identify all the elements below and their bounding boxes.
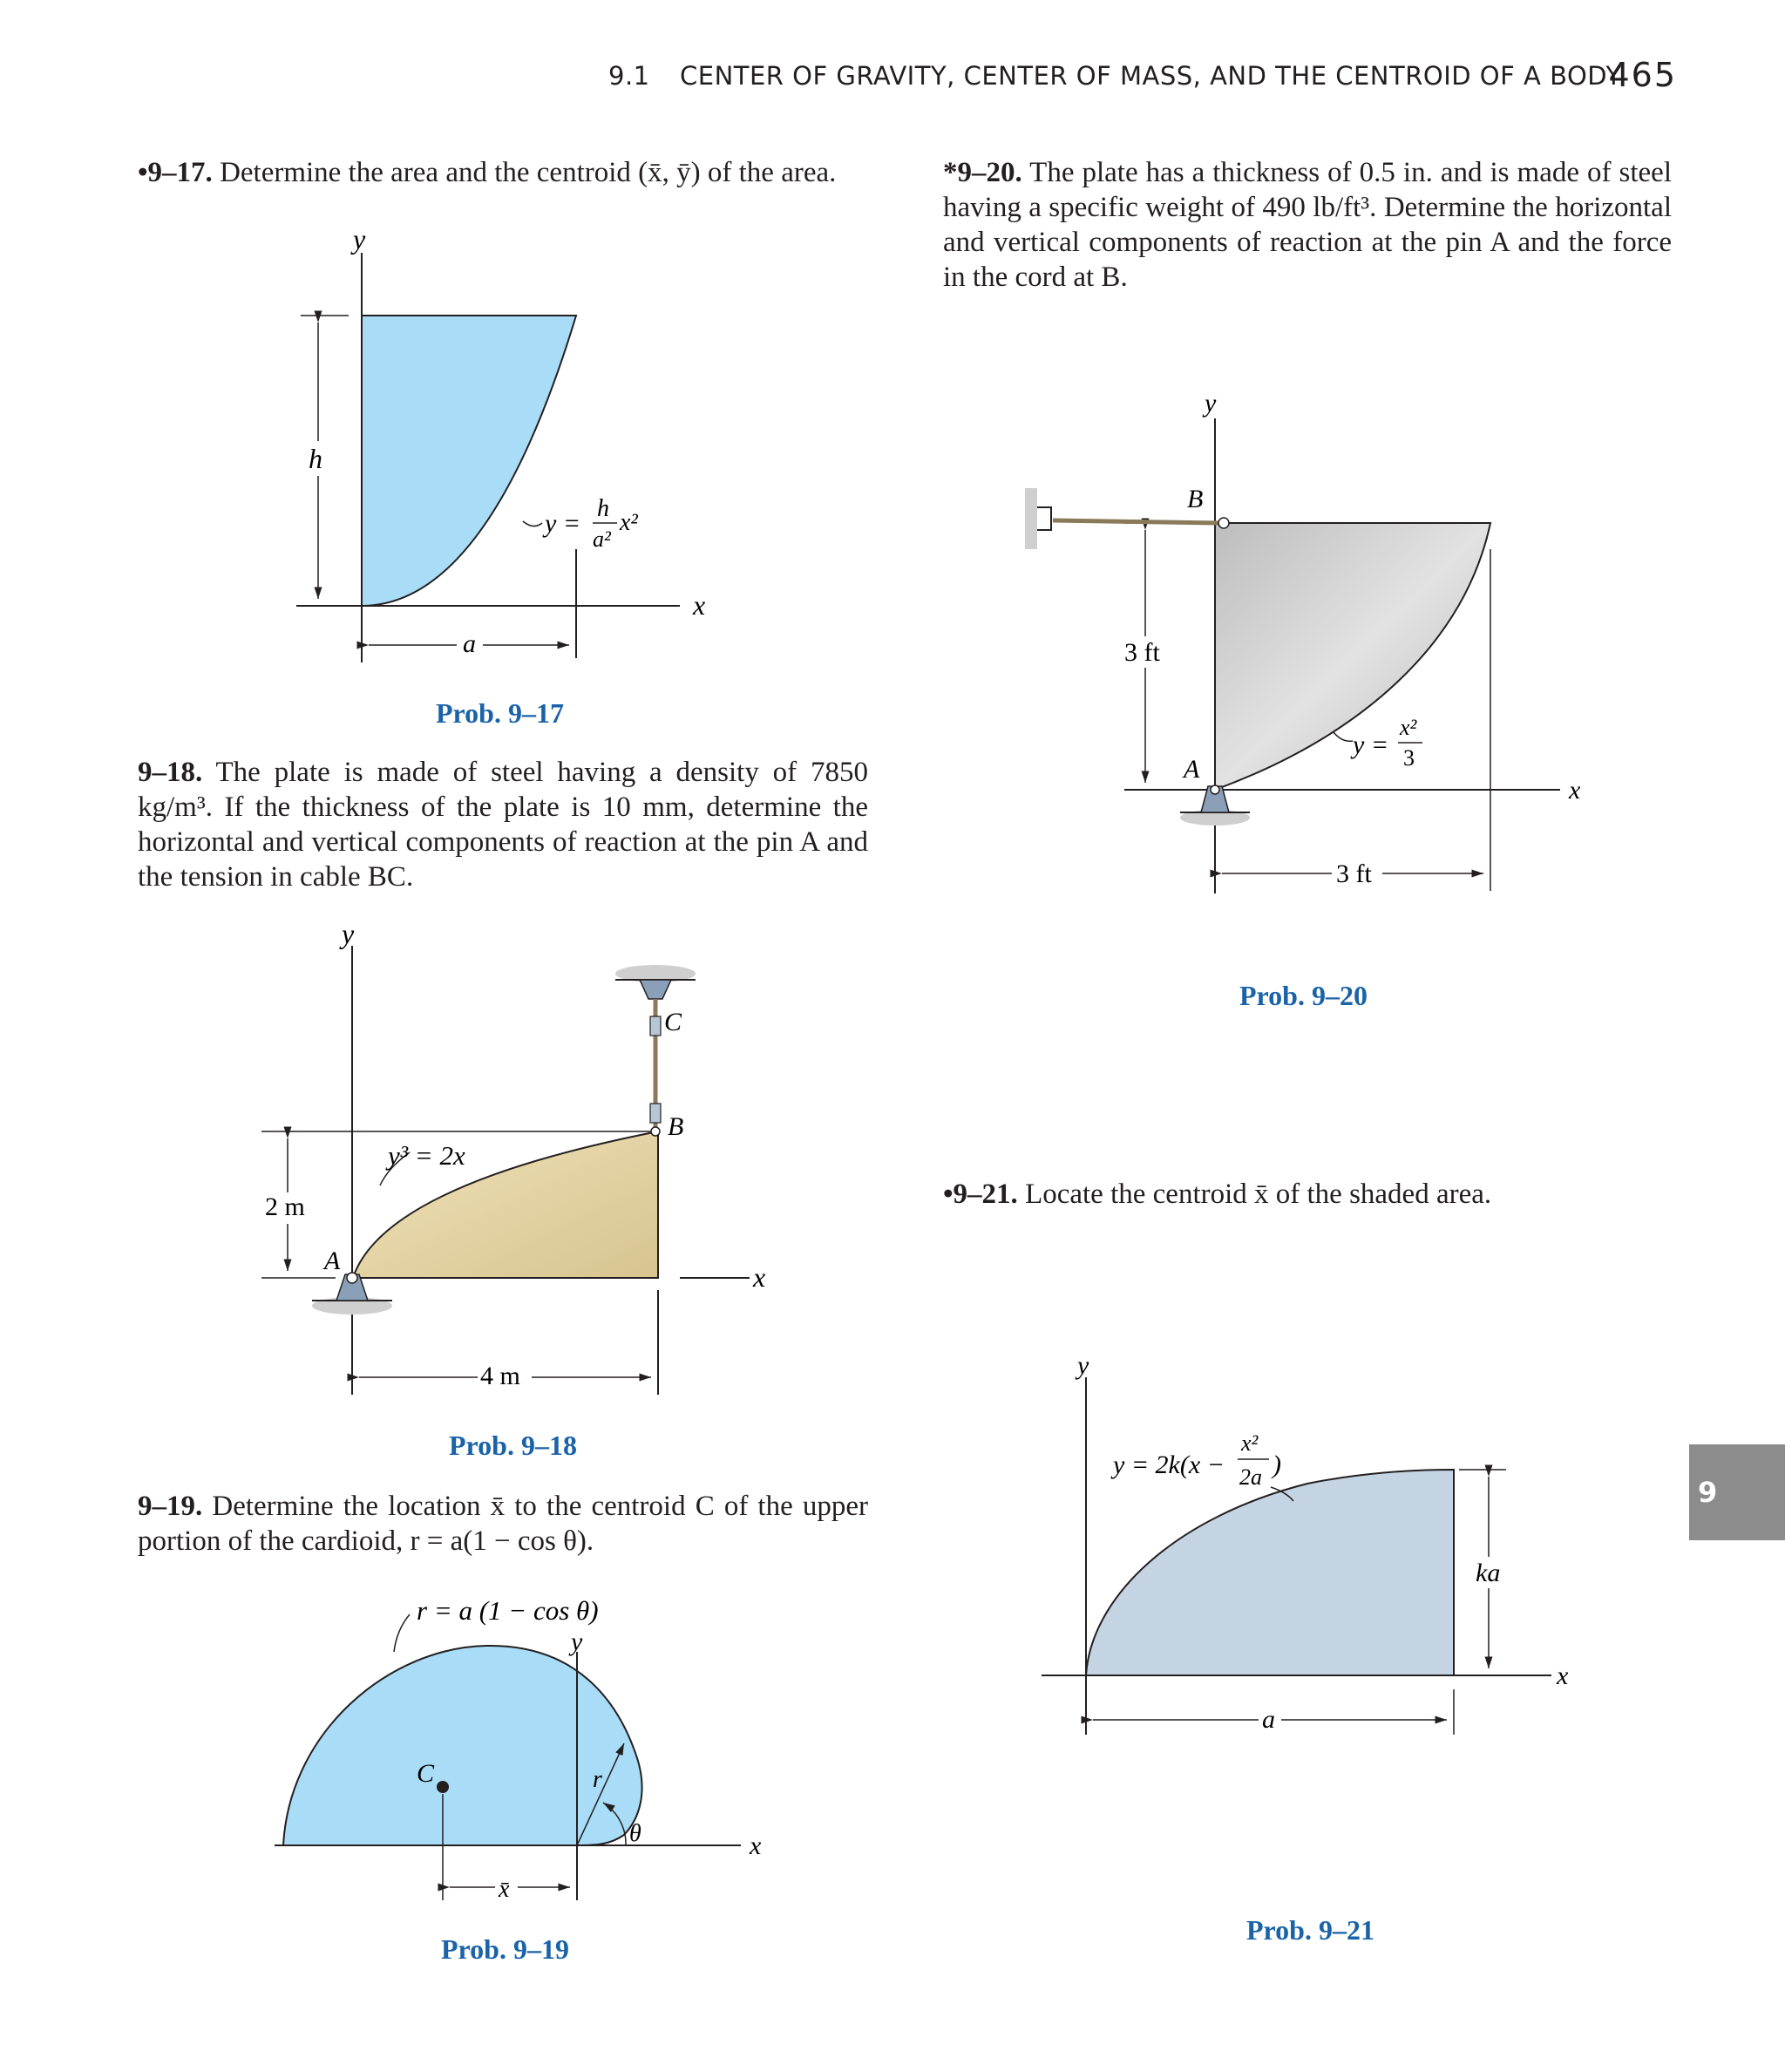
chapter-thumb-tab: 9 — [1689, 1444, 1785, 1540]
problem-number: •9–17. — [138, 157, 213, 188]
x-axis-label: x — [693, 589, 706, 621]
height-label: 3 ft — [1124, 638, 1160, 667]
figure-9-20 — [1025, 389, 1581, 893]
xbar-label: x̄ — [499, 1876, 510, 1903]
x-axis-label: x — [1557, 1661, 1569, 1690]
cord-b — [1053, 520, 1222, 523]
figure-9-19 — [275, 1595, 762, 1903]
shaded-area — [1086, 1470, 1454, 1675]
figure-9-21 — [1042, 1351, 1569, 1736]
equation-numerator: x² — [1400, 715, 1417, 740]
y-axis-label: y — [571, 1627, 583, 1656]
section-title: CENTER OF GRAVITY, CENTER OF MASS, AND THE CENTROID OF A BODY — [680, 61, 1622, 91]
problem-text: Determine the location x̄ to the centroid C of the upper portion of the cardioid, r = a(1 − cos θ). — [138, 1491, 869, 1557]
centroid-point — [437, 1781, 449, 1793]
equation-lhs: y = — [545, 509, 581, 538]
equation-variable: x² — [620, 509, 638, 536]
shaded-area — [362, 316, 576, 606]
equation-lhs: y = — [1353, 730, 1389, 759]
equation-denominator: 3 — [1403, 745, 1415, 771]
y-axis-label: y — [1077, 1351, 1089, 1380]
caption-9-17: Prob. 9–17 — [436, 697, 564, 729]
equation-label: y³ = 2x — [388, 1140, 465, 1171]
problem-text: Determine the area and the centroid (x̄, ȳ) of the area. — [220, 157, 837, 188]
y-axis-label: y — [353, 223, 366, 255]
equation-numerator: h — [597, 495, 609, 522]
point-a-label: A — [324, 1247, 341, 1275]
caption-9-20: Prob. 9–20 — [1239, 980, 1368, 1011]
point-c-label: C — [664, 1008, 682, 1036]
y-axis-label: y — [1205, 389, 1217, 418]
width-label: 3 ft — [1336, 859, 1372, 888]
point-a-label: A — [1184, 755, 1200, 784]
x-axis-label: x — [1569, 776, 1581, 805]
x-axis-label: x — [753, 1261, 766, 1293]
problem-text: The plate has a thickness of 0.5 in. and is made of steel having a specific weight of 490 lb/ft³. Determine the horizontal and vertical components of reaction at the pin A and the force in the cord at B. — [943, 157, 1672, 293]
caption-9-19: Prob. 9–19 — [441, 1933, 569, 1965]
width-label: 4 m — [480, 1362, 520, 1390]
caption-9-21: Prob. 9–21 — [1246, 1914, 1374, 1946]
point-b-label: B — [1187, 485, 1204, 513]
centroid-label: C — [417, 1759, 435, 1788]
cardioid-area — [283, 1646, 642, 1845]
equation-denominator: 2a — [1239, 1464, 1262, 1490]
problem-number: 9–19. — [138, 1491, 203, 1522]
equation-denominator: a² — [593, 526, 611, 552]
radius-label: r — [593, 1766, 602, 1793]
theta-label: θ — [629, 1820, 641, 1847]
figure-9-17 — [296, 223, 705, 662]
wall-bracket — [1037, 507, 1051, 530]
y-axis-label: y — [342, 918, 355, 949]
height-label: h — [309, 443, 322, 474]
problem-number: 9–18. — [138, 757, 203, 788]
ceiling-bracket — [640, 980, 671, 999]
problem-number: *9–20. — [943, 157, 1022, 188]
problem-text: Locate the centroid x̄ of the shaded area. — [1025, 1179, 1492, 1210]
equation-label: r = a (1 − cos θ) — [417, 1595, 599, 1626]
x-axis-label: x — [750, 1831, 762, 1860]
equation-rhs: ) — [1273, 1450, 1281, 1479]
height-label: 2 m — [265, 1192, 305, 1221]
equation-lhs: y = 2k(x − — [1113, 1450, 1225, 1479]
problem-text: The plate is made of steel having a density of 7850 kg/m³. If the thickness of the plate is 10 mm, determine the horizontal and vertical components of reaction at the pin A and the tension in cable BC. — [138, 757, 869, 893]
height-label: ka — [1476, 1559, 1501, 1587]
page-number: 465 — [1608, 56, 1677, 94]
section-number: 9.1 — [608, 61, 650, 91]
caption-9-18: Prob. 9–18 — [449, 1430, 577, 1461]
figure-9-18 — [260, 918, 765, 1395]
problem-number: •9–21. — [943, 1179, 1018, 1210]
width-label: a — [1262, 1705, 1275, 1734]
point-b-label: B — [668, 1112, 684, 1141]
width-label: a — [463, 629, 476, 658]
equation-numerator: x² — [1241, 1430, 1259, 1456]
wall — [1025, 488, 1037, 549]
